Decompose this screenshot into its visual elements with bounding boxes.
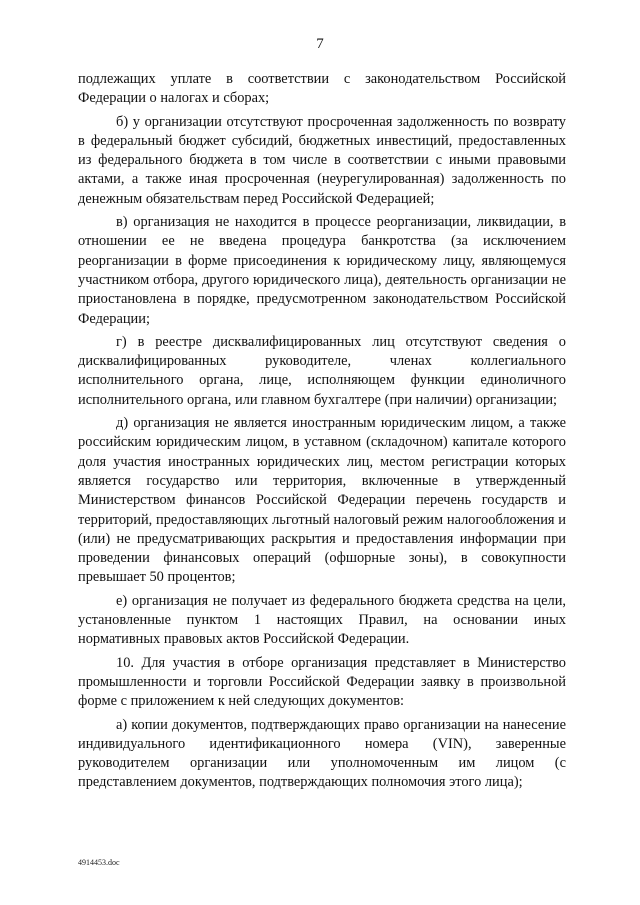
footer-filename: 4914453.doc (78, 858, 120, 867)
paragraph-item-a: а) копии документов, подтверждающих право организации на нанесение индивидуального идентификационного номера (VIN), заверенные руководителем организации или уполномоченным им лицом (с представлением документов, подтверждающих полномочия этого лица); (78, 716, 566, 791)
paragraph-continuation: подлежащих уплате в соответствии с законодательством Российской Федерации о налогах и сборах; (78, 71, 566, 107)
paragraph-item-e: е) организация не получает из федерального бюджета средства на цели, установленные пунктом 1 настоящих Правил, на основании иных нормативных правовых актов Российской Федерации. (78, 592, 566, 648)
paragraph-item-b: б) у организации отсутствуют просроченная задолженность по возврату в федеральный бюджет субсидий, бюджетных инвестиций, предоставленных из федерального бюджета в том числе в соответствии с иными правовыми актами, а также иная просроченная (неурегулированная) задолженность по денежным обязательствам перед Российской Федерацией; (78, 113, 566, 207)
page-number: 7 (316, 36, 324, 52)
document-body (78, 70, 566, 797)
paragraph-item-d: д) организация не является иностранным юридическим лицом, а также российским юридическим лицом, в уставном (складочном) капитале которого доля участия иностранных юридических лиц, местом регистрации которых является государство или территория, включенные в утвержденный Министерством финансов Российской Федерации перечень государств и территорий, предоставляющих льготный налоговый режим налогообложения и (или) не предусматривающих раскрытия и предоставления информации при проведении финансовых операций (офшорные зоны), в совокупности превышает 50 процентов; (78, 415, 566, 586)
paragraph-item-v: в) организация не находится в процессе реорганизации, ликвидации, в отношении ее не введена процедура банкротства (за исключением реорганизации в форме присоединения к юридическому лицу, являющемуся участником отбора, другого юридического лица), деятельность организации не приостановлена в порядке, предусмотренном законодательством Российской Федерации; (78, 214, 566, 327)
paragraph-section-10: 10. Для участия в отборе организация представляет в Министерство промышленности и торговли Российской Федерации заявку в произвольной форме с приложением к ней следующих документов: (78, 654, 566, 710)
paragraph-item-g: г) в реестре дисквалифицированных лиц отсутствуют сведения о дисквалифицированных руководителе, членах коллегиального исполнительного органа, лице, исполняющем функции единоличного исполнительного органа, или главном бухгалтере (при наличии) организации; (78, 333, 566, 408)
